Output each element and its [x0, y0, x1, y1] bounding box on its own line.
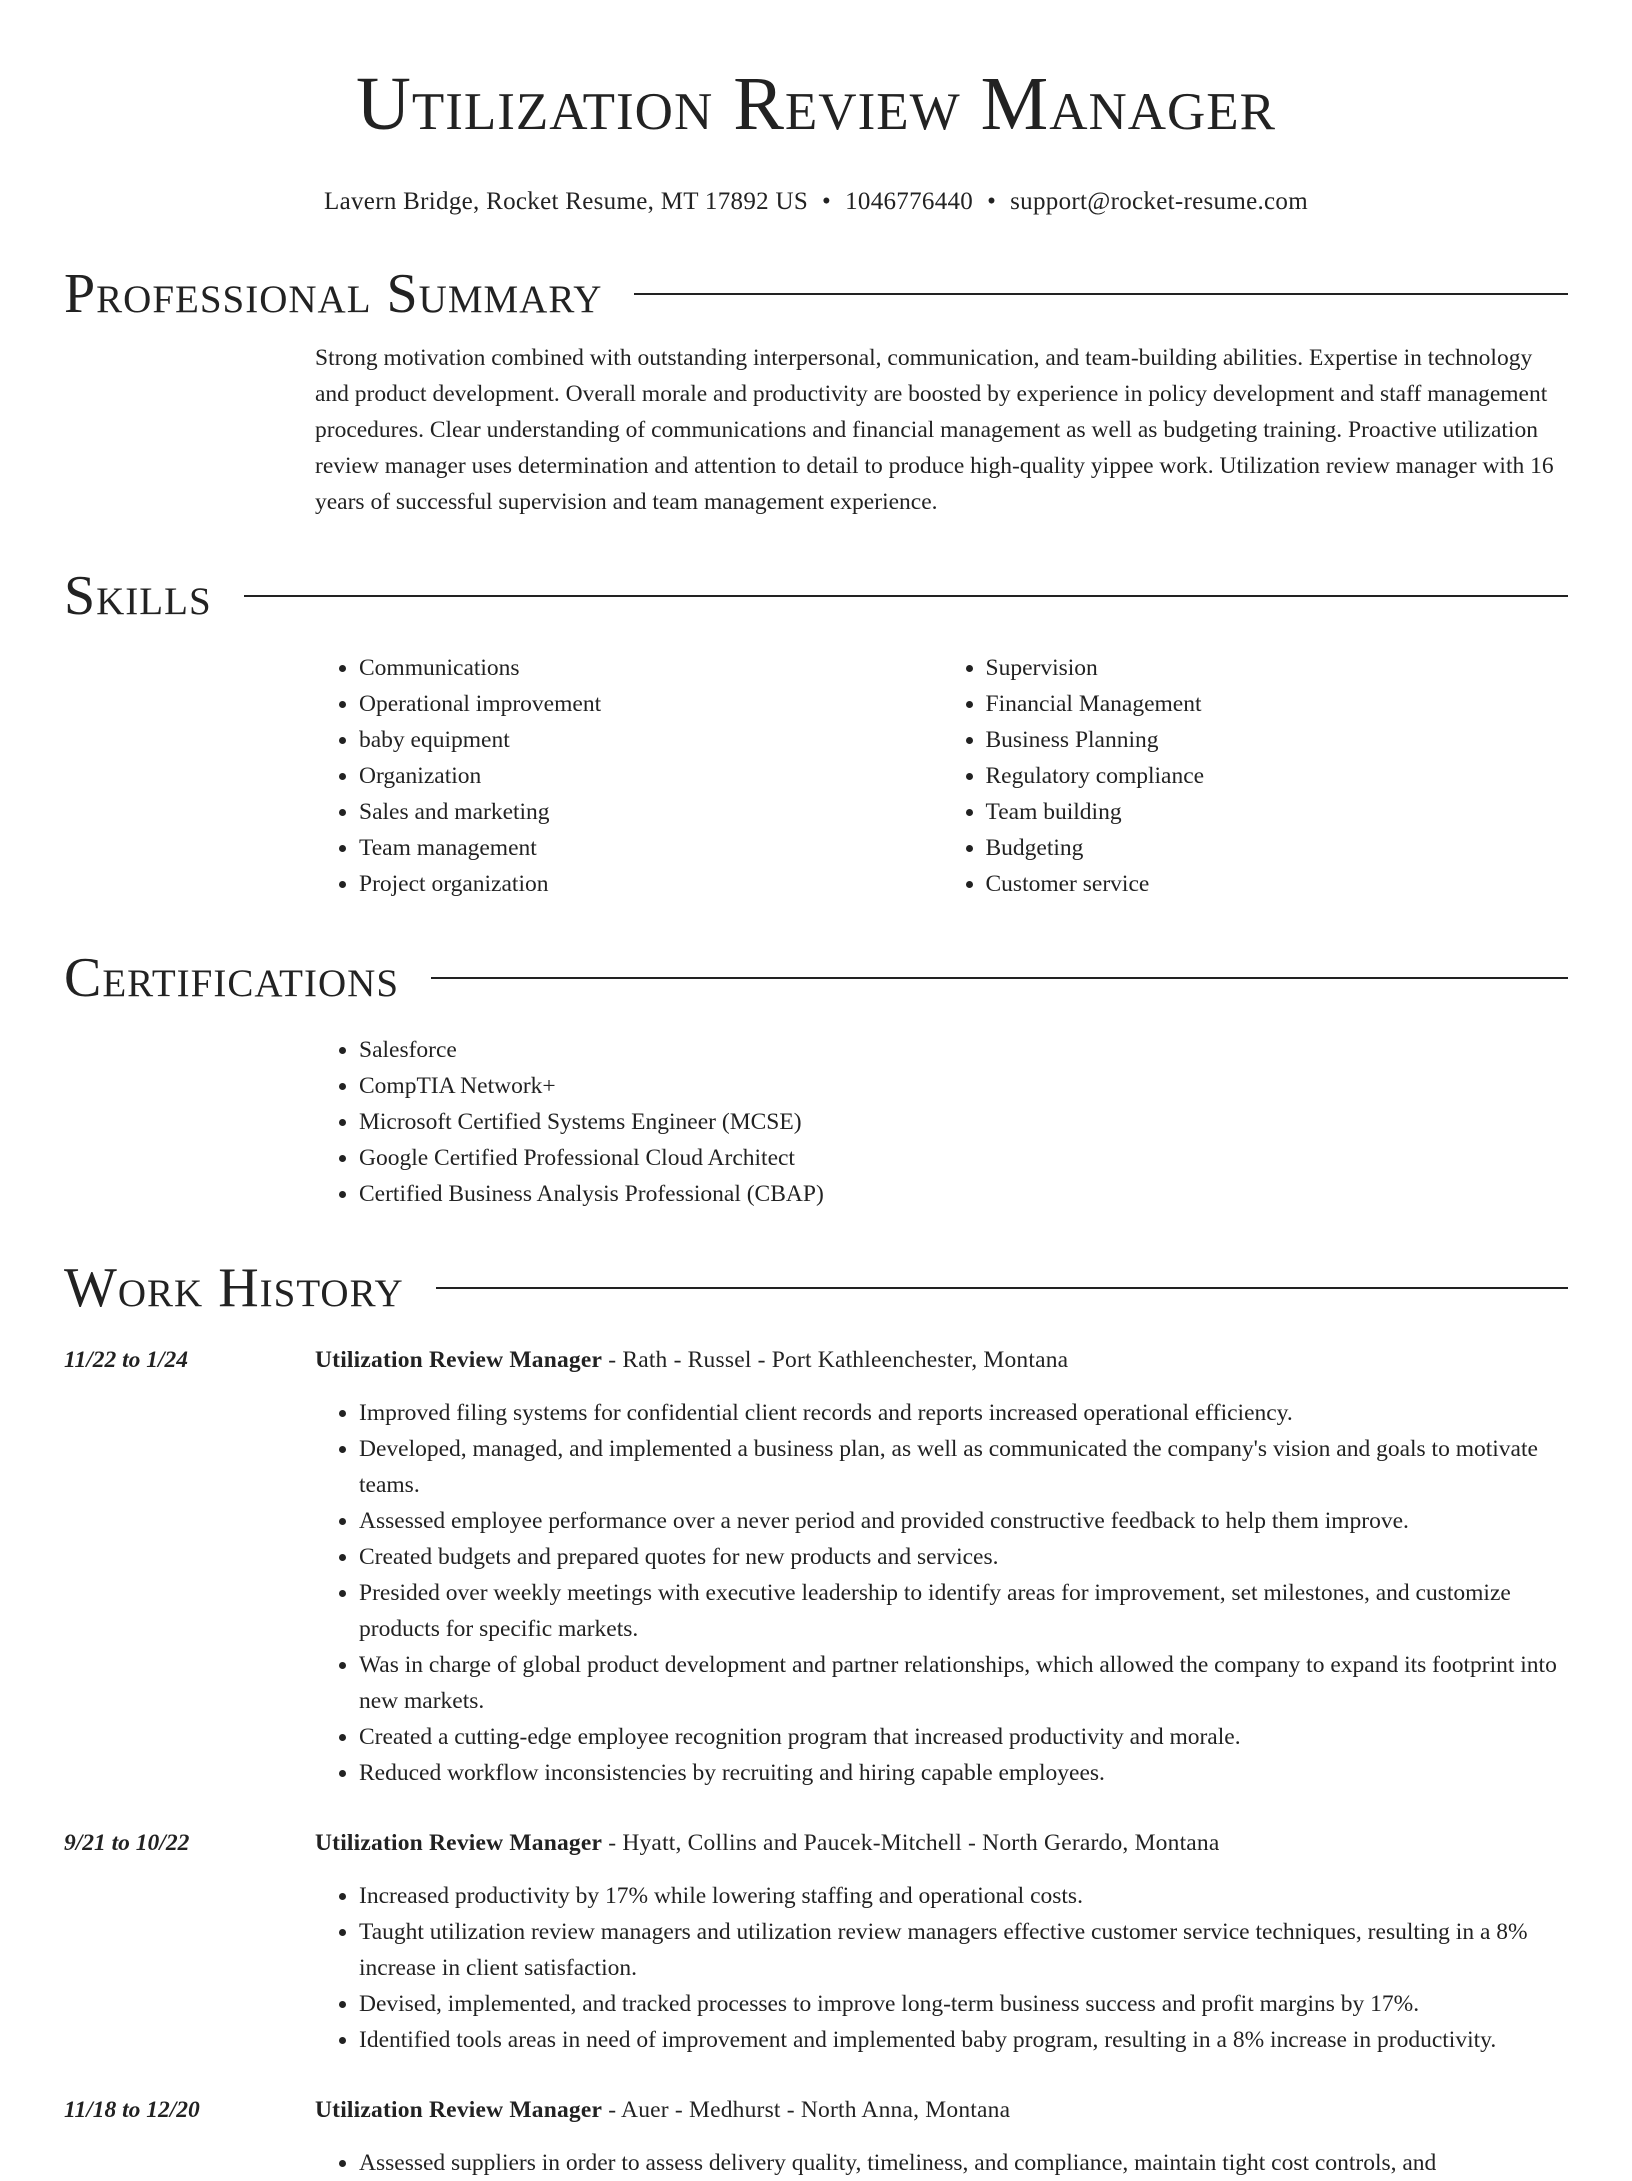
job-company-location: - Auer - Medhurst - North Anna, Montana	[602, 2097, 1011, 2123]
resume-page	[64, 0, 1568, 2181]
job-bullet: • Assessed employee performance over a never period and provided constructive feedback to help them improve.	[359, 1503, 1568, 1539]
certifications-section-header	[64, 946, 1568, 1010]
skill-item: • Communications	[359, 650, 942, 686]
job-dates: 9/21 to 10/22	[64, 1830, 190, 1856]
skill-item: • Business Planning	[986, 722, 1569, 758]
job-heading	[315, 1825, 1568, 1861]
summary-section-header	[64, 262, 1568, 326]
skills-list-right	[942, 650, 1569, 902]
skill-item: • baby equipment	[359, 722, 942, 758]
job-company-location: - Rath - Russel - Port Kathleenchester, Montana	[602, 1347, 1069, 1373]
skill-item: • Sales and marketing	[359, 794, 942, 830]
job-bullet: • Presided over weekly meetings with executive leadership to identify areas for improvement, set milestones, and customize products for specific markets.	[359, 1575, 1568, 1647]
skill-item: • Team building	[986, 794, 1569, 830]
job-bullet: • Developed, managed, and implemented a business plan, as well as communicated the company's vision and goals to motivate teams.	[359, 1431, 1568, 1503]
job-dates: 11/18 to 12/20	[64, 2097, 200, 2123]
certifications-list	[315, 1032, 1568, 1212]
contact-email: support@rocket-resume.com	[1010, 188, 1308, 215]
job-bullet: • Devised, implemented, and tracked processes to improve long-term business success and profit margins by 17%.	[359, 1986, 1568, 2022]
work-history-section-header	[64, 1256, 1568, 1320]
job-content	[315, 2092, 1568, 2181]
certifications-body	[315, 1032, 1568, 1212]
contact-address: Lavern Bridge, Rocket Resume, MT 17892 US	[324, 188, 809, 215]
job-heading	[315, 1342, 1568, 1378]
skills-section-title: Skills	[64, 565, 212, 627]
summary-section-title: Professional Summary	[64, 263, 603, 325]
job-heading	[315, 2092, 1568, 2128]
skill-item: • Organization	[359, 758, 942, 794]
skill-item: • Operational improvement	[359, 686, 942, 722]
job-bullets	[315, 1878, 1568, 2058]
job-entry	[64, 1342, 1568, 1791]
certification-item: • CompTIA Network+	[359, 1068, 1568, 1104]
skill-item: • Regulatory compliance	[986, 758, 1569, 794]
section-divider	[244, 595, 1568, 597]
skill-item: • Financial Management	[986, 686, 1569, 722]
job-bullet: • Increased productivity by 17% while lowering staffing and operational costs.	[359, 1878, 1568, 1914]
contact-line	[64, 186, 1568, 218]
certification-item: • Salesforce	[359, 1032, 1568, 1068]
skills-section-header	[64, 564, 1568, 628]
contact-separator: •	[987, 188, 997, 215]
skill-item: • Customer service	[986, 866, 1569, 902]
section-divider	[431, 977, 1568, 979]
job-title: Utilization Review Manager	[315, 2097, 603, 2123]
work-history-section-title: Work History	[64, 1257, 404, 1319]
section-divider	[436, 1287, 1568, 1289]
job-content	[315, 1825, 1568, 2058]
section-divider	[634, 293, 1568, 295]
skills-grid	[315, 650, 1568, 902]
job-bullet: • Created budgets and prepared quotes for new products and services.	[359, 1539, 1568, 1575]
skill-item: • Project organization	[359, 866, 942, 902]
contact-phone: 1046776440	[845, 188, 974, 215]
job-bullet: • Taught utilization review managers and utilization review managers effective customer service techniques, resulting in a 8% increase in client satisfaction.	[359, 1914, 1568, 1986]
job-bullet: • Identified tools areas in need of improvement and implemented baby program, resulting in a 8% increase in productivity.	[359, 2022, 1568, 2058]
job-bullet: • Reduced workflow inconsistencies by recruiting and hiring capable employees.	[359, 1755, 1568, 1791]
job-title: Utilization Review Manager	[315, 1347, 603, 1373]
certifications-section-title: Certifications	[64, 947, 400, 1009]
job-company-location: - Hyatt, Collins and Paucek-Mitchell - North Gerardo, Montana	[602, 1830, 1220, 1856]
skill-item: • Budgeting	[986, 830, 1569, 866]
skill-item: • Team management	[359, 830, 942, 866]
summary-text: Strong motivation combined with outstanding interpersonal, communication, and team-building abilities. Expertise in technology and product development. Overall morale and productivity are boosted by experience in policy development and staff management procedures. Clear understanding of communications and financial management as well as budgeting training. Proactive utilization review manager uses determination and attention to detail to produce high-quality yippee work. Utilization review manager with 16 years of successful supervision and team management experience.	[315, 345, 1554, 515]
certification-item: • Google Certified Professional Cloud Architect	[359, 1140, 1568, 1176]
certification-item: • Microsoft Certified Systems Engineer (MCSE)	[359, 1104, 1568, 1140]
resume-name: Utilization Review Manager	[355, 62, 1277, 146]
job-title: Utilization Review Manager	[315, 1830, 603, 1856]
job-bullets	[315, 1395, 1568, 1791]
job-dates: 11/22 to 1/24	[64, 1347, 189, 1373]
certification-item: • Certified Business Analysis Professional (CBAP)	[359, 1176, 1568, 1212]
job-entry	[64, 2092, 1568, 2181]
job-bullets	[315, 2145, 1568, 2181]
job-bullet: • Was in charge of global product development and partner relationships, which allowed the company to expand its footprint into new markets.	[359, 1647, 1568, 1719]
skills-list-left	[315, 650, 942, 902]
job-entry	[64, 1825, 1568, 2058]
job-bullet: • Assessed suppliers in order to assess delivery quality, timeliness, and compliance, maintain tight cost controls, and	[359, 2145, 1568, 2181]
job-bullet: • Created a cutting-edge employee recognition program that increased productivity and morale.	[359, 1719, 1568, 1755]
job-content	[315, 1342, 1568, 1791]
skill-item: • Supervision	[986, 650, 1569, 686]
contact-separator: •	[822, 188, 832, 215]
job-bullet: • Improved filing systems for confidential client records and reports increased operational efficiency.	[359, 1395, 1568, 1431]
